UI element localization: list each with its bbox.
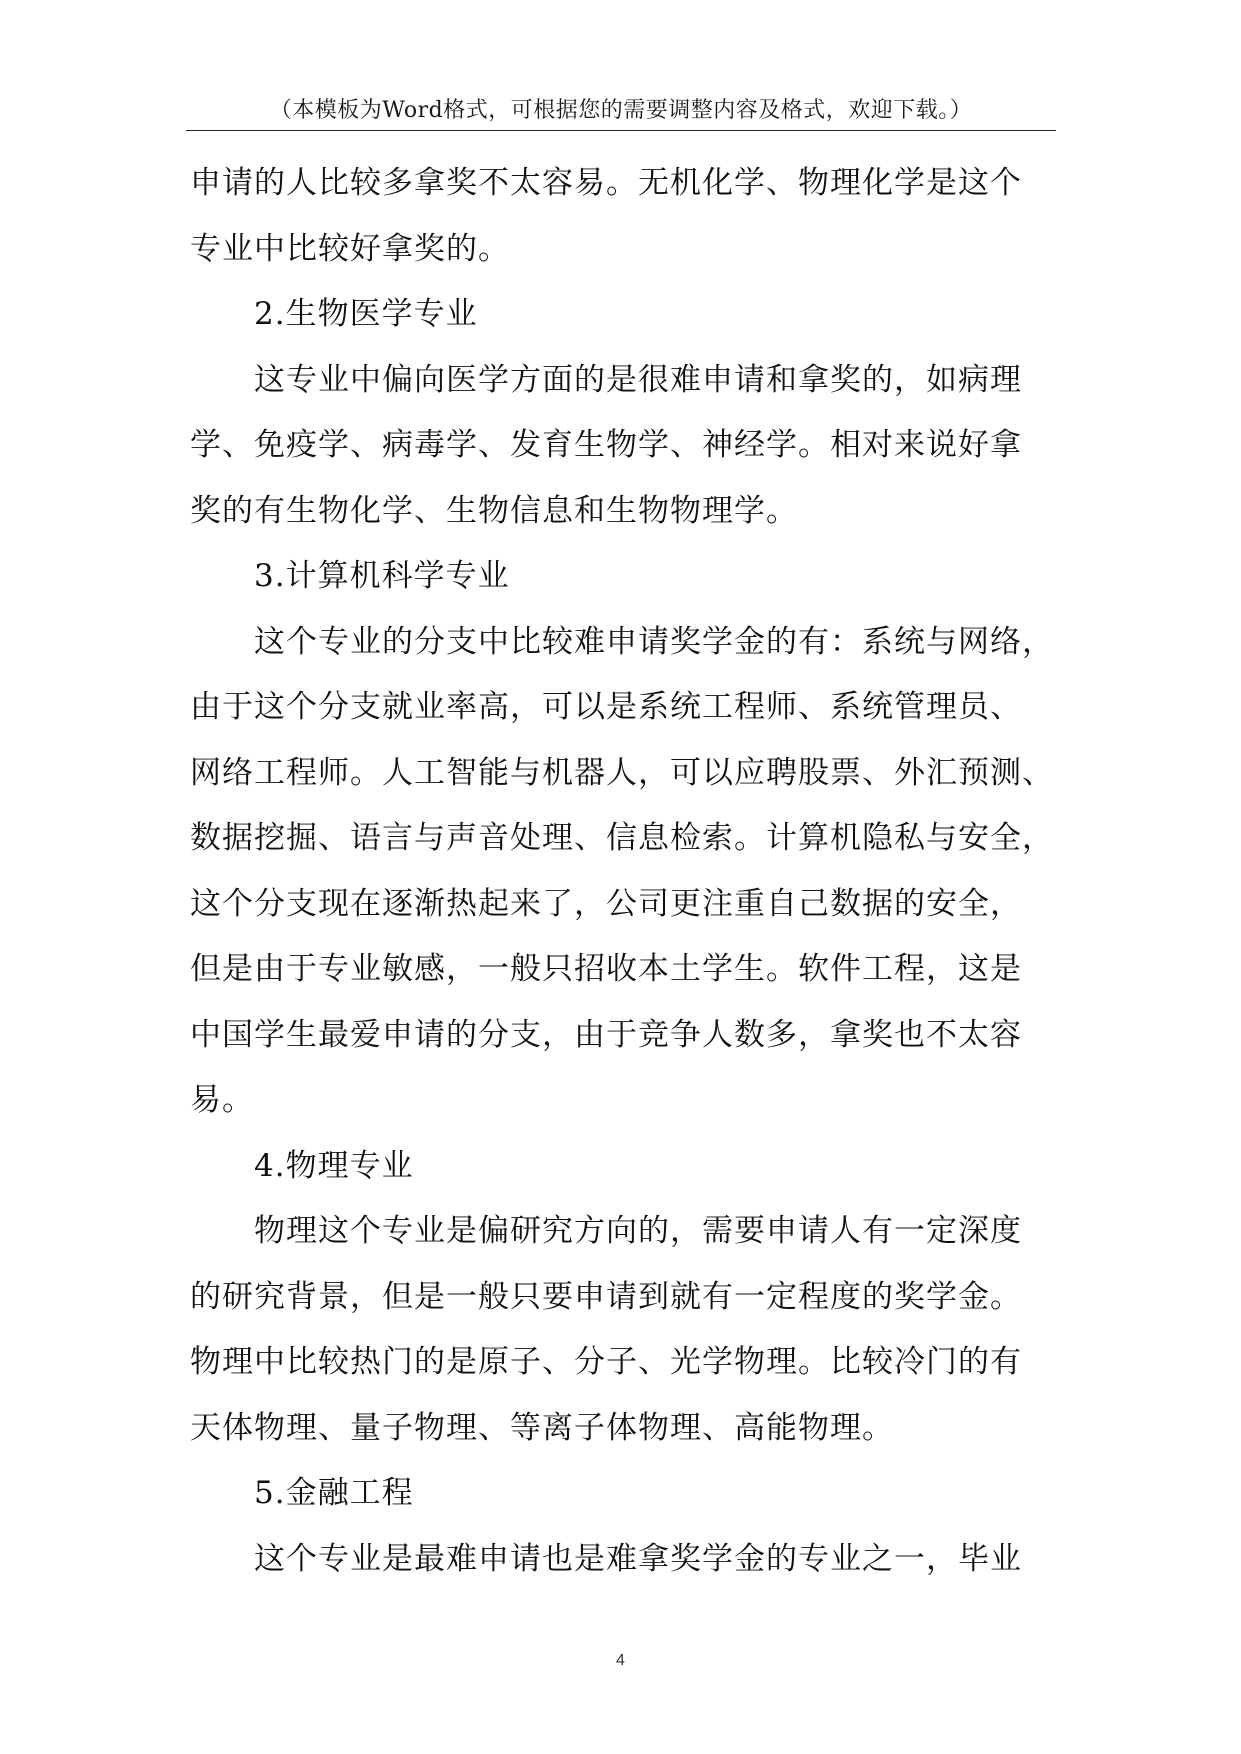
paragraph-line: 的研究背景，但是一般只要申请到就有一定程度的奖学金。: [190, 1278, 1022, 1315]
paragraph-line: 专业中比较好拿奖的。: [190, 230, 510, 267]
paragraph-line: 由于这个分支就业率高，可以是系统工程师、系统管理员、: [190, 689, 1022, 725]
paragraph-line: 网络工程师。人工智能与机器人，可以应聘股票、外汇预测、: [190, 754, 1054, 791]
paragraph-line: 易。: [190, 1082, 254, 1118]
section-heading-physics: 4.物理专业: [254, 1147, 414, 1184]
paragraph-line: 奖的有生物化学、生物信息和生物物理学。: [190, 492, 798, 529]
paragraph-line: 申请的人比较多拿奖不太容易。无机化学、物理化学是这个: [190, 165, 1022, 201]
paragraph-line: 但是由于专业敏感，一般只招收本土学生。软件工程，这是: [190, 951, 1022, 987]
paragraph-line: 中国学生最爱申请的分支，由于竞争人数多，拿奖也不太容: [190, 1016, 1022, 1053]
section-heading-financial-engineering: 5.金融工程: [254, 1475, 414, 1511]
paragraph-line: 数据挖掘、语言与声音处理、信息检索。计算机隐私与安全，: [190, 820, 1054, 856]
paragraph-line: 物理中比较热门的是原子、分子、光学物理。比较冷门的有: [190, 1344, 1022, 1380]
document-body: [190, 154, 1054, 1595]
paragraph-line: 学、免疫学、病毒学、发育生物学、神经学。相对来说好拿: [190, 427, 1022, 463]
paragraph-line: 天体物理、量子物理、等离子体物理、高能物理。: [190, 1409, 894, 1446]
page-number: 4: [616, 1652, 625, 1669]
paragraph-line: 这个分支现在逐渐热起来了，公司更注重自己数据的安全，: [190, 885, 1022, 922]
paragraph-line: 这个专业的分支中比较难申请奖学金的有：系统与网络，: [254, 623, 1054, 660]
paragraph-line: 这专业中偏向医学方面的是很难申请和拿奖的，如病理: [254, 361, 1022, 398]
header-divider: [186, 130, 1056, 131]
section-heading-computer-science: 3.计算机科学专业: [254, 558, 510, 594]
paragraph-line: 这个专业是最难申请也是难拿奖学金的专业之一，毕业: [254, 1540, 1022, 1577]
paragraph-line: 物理这个专业是偏研究方向的，需要申请人有一定深度: [254, 1213, 1022, 1249]
section-heading-biomedicine: 2.生物医学专业: [254, 296, 478, 332]
template-notice: （本模板为Word格式，可根据您的需要调整内容及格式，欢迎下载。）: [269, 98, 973, 123]
